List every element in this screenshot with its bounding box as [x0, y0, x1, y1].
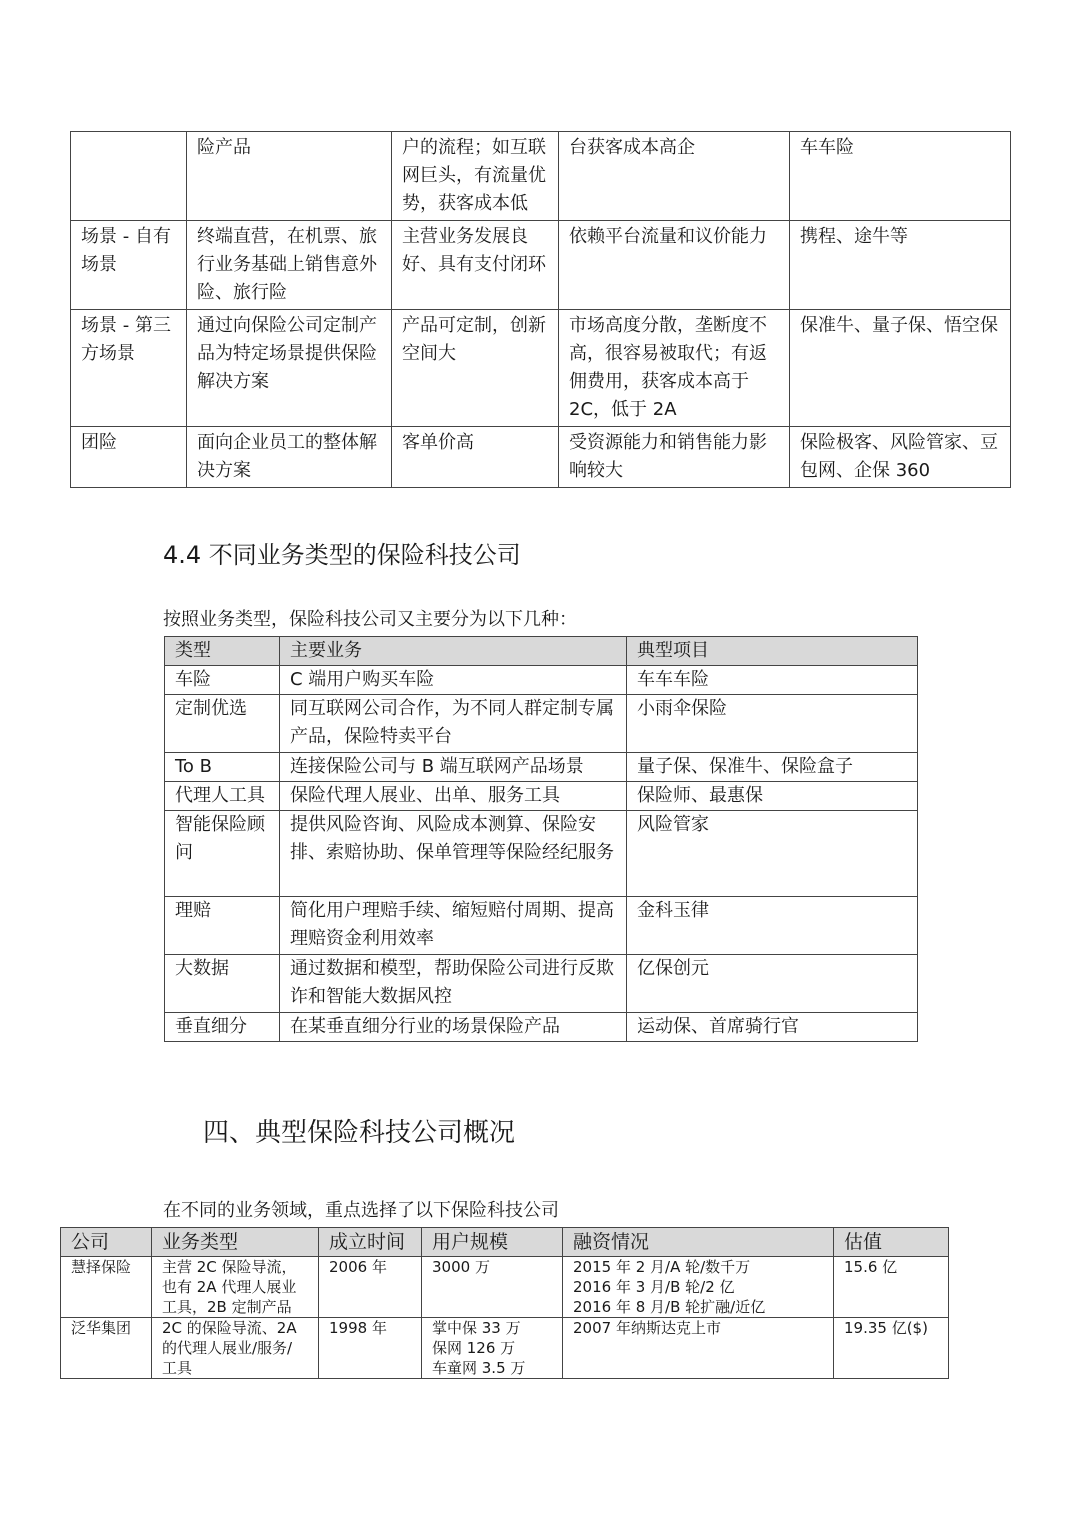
table-header-row — [165, 637, 918, 666]
table-cell: 面向企业员工的整体解决方案 — [187, 427, 392, 488]
table-header-row — [61, 1228, 949, 1257]
table-cell: 定制优选 — [165, 695, 280, 753]
table-cell: 19.35 亿($) — [834, 1318, 949, 1379]
section-intro-4: 在不同的业务领域，重点选择了以下保险科技公司 — [163, 1200, 559, 1221]
table-cell: 同互联网公司合作，为不同人群定制专属产品，保险特卖平台 — [280, 695, 627, 753]
section-intro-4-4: 按照业务类型，保险科技公司又主要分为以下几种： — [163, 609, 577, 630]
table-cell: 亿保创元 — [627, 955, 918, 1013]
table-cell: 车车险 — [790, 132, 1011, 221]
table-cell: 掌中保 33 万 保网 126 万 车童网 3.5 万 — [422, 1318, 563, 1379]
table-cell: 2006 年 — [319, 1257, 422, 1318]
table-cell: 代理人工具 — [165, 782, 280, 811]
table-cell: 智能保险顾问 — [165, 811, 280, 897]
table-row — [61, 1318, 949, 1379]
table-cell: 慧择保险 — [61, 1257, 152, 1318]
column-header: 业务类型 — [152, 1228, 319, 1257]
table-cell: 险产品 — [187, 132, 392, 221]
table-row — [165, 753, 918, 782]
table-row — [165, 782, 918, 811]
companies-table — [60, 1227, 949, 1379]
table-cell: 量子保、保准牛、保险盒子 — [627, 753, 918, 782]
table-cell: 场景 - 第三方场景 — [71, 310, 187, 427]
table-cell: 泛华集团 — [61, 1318, 152, 1379]
table-cell: 3000 万 — [422, 1257, 563, 1318]
section-heading-4: 四、典型保险科技公司概况 — [203, 1118, 516, 1148]
scenario-table-continued — [70, 131, 1011, 488]
table-cell: 主营 2C 保险导流， 也有 2A 代理人展业 工具，2B 定制产品 — [152, 1257, 319, 1318]
table-cell: 保险极客、风险管家、豆包网、企保 360 — [790, 427, 1011, 488]
table-cell: To B — [165, 753, 280, 782]
table-cell: 2015 年 2 月/A 轮/数千万 2016 年 3 月/B 轮/2 亿 2016 年 8 月/B 轮扩融/近亿 — [563, 1257, 834, 1318]
table-row — [71, 132, 1011, 221]
table-row — [165, 897, 918, 955]
column-header: 典型项目 — [627, 637, 918, 666]
table-cell: 产品可定制，创新空间大 — [392, 310, 559, 427]
table-cell: 连接保险公司与 B 端互联网产品场景 — [280, 753, 627, 782]
table-row — [71, 221, 1011, 310]
table-cell — [71, 132, 187, 221]
table-cell: 2C 的保险导流、2A 的代理人展业/服务/ 工具 — [152, 1318, 319, 1379]
table-cell: 主营业务发展良好、具有支付闭环 — [392, 221, 559, 310]
table-cell: 1998 年 — [319, 1318, 422, 1379]
table-row — [165, 1013, 918, 1042]
table-cell: 风险管家 — [627, 811, 918, 897]
table-cell: 通过向保险公司定制产品为特定场景提供保险解决方案 — [187, 310, 392, 427]
table-cell: 客单价高 — [392, 427, 559, 488]
table-row — [165, 955, 918, 1013]
table-cell: 市场高度分散，垄断度不高，很容易被取代；有返佣费用，获客成本高于 2C，低于 2A — [559, 310, 790, 427]
section-heading-4-4: 4.4 不同业务类型的保险科技公司 — [163, 541, 521, 569]
table-cell: 2007 年纳斯达克上市 — [563, 1318, 834, 1379]
table-cell: 携程、途牛等 — [790, 221, 1011, 310]
table-cell: 金科玉律 — [627, 897, 918, 955]
table-cell: 依赖平台流量和议价能力 — [559, 221, 790, 310]
table-cell: 受资源能力和销售能力影响较大 — [559, 427, 790, 488]
table-row — [165, 666, 918, 695]
table-cell: 通过数据和模型，帮助保险公司进行反欺诈和智能大数据风控 — [280, 955, 627, 1013]
column-header: 融资情况 — [563, 1228, 834, 1257]
table-cell: 车险 — [165, 666, 280, 695]
table-cell: 团险 — [71, 427, 187, 488]
table-cell: 户的流程；如互联网巨头，有流量优势，获客成本低 — [392, 132, 559, 221]
table-cell: 简化用户理赔手续、缩短赔付周期、提高理赔资金利用效率 — [280, 897, 627, 955]
table-cell: 保准牛、量子保、悟空保 — [790, 310, 1011, 427]
column-header: 类型 — [165, 637, 280, 666]
table-cell: 终端直营，在机票、旅行业务基础上销售意外险、旅行险 — [187, 221, 392, 310]
table-row — [71, 427, 1011, 488]
table-row — [61, 1257, 949, 1318]
table-cell: C 端用户购买车险 — [280, 666, 627, 695]
column-header: 用户规模 — [422, 1228, 563, 1257]
table-cell: 垂直细分 — [165, 1013, 280, 1042]
table-row — [165, 695, 918, 753]
table-row — [165, 811, 918, 897]
table-cell: 保险师、最惠保 — [627, 782, 918, 811]
table-cell: 台获客成本高企 — [559, 132, 790, 221]
business-types-table — [164, 636, 918, 1042]
table-cell: 理赔 — [165, 897, 280, 955]
table-cell: 在某垂直细分行业的场景保险产品 — [280, 1013, 627, 1042]
column-header: 公司 — [61, 1228, 152, 1257]
column-header: 成立时间 — [319, 1228, 422, 1257]
table-cell: 15.6 亿 — [834, 1257, 949, 1318]
table-cell: 提供风险咨询、风险成本测算、保险安排、索赔协助、保单管理等保险经纪服务 — [280, 811, 627, 897]
table-cell: 场景 - 自有场景 — [71, 221, 187, 310]
column-header: 主要业务 — [280, 637, 627, 666]
table-row — [71, 310, 1011, 427]
table-cell: 小雨伞保险 — [627, 695, 918, 753]
table-cell: 运动保、首席骑行官 — [627, 1013, 918, 1042]
table-cell: 车车车险 — [627, 666, 918, 695]
table-cell: 保险代理人展业、出单、服务工具 — [280, 782, 627, 811]
table-cell: 大数据 — [165, 955, 280, 1013]
column-header: 估值 — [834, 1228, 949, 1257]
